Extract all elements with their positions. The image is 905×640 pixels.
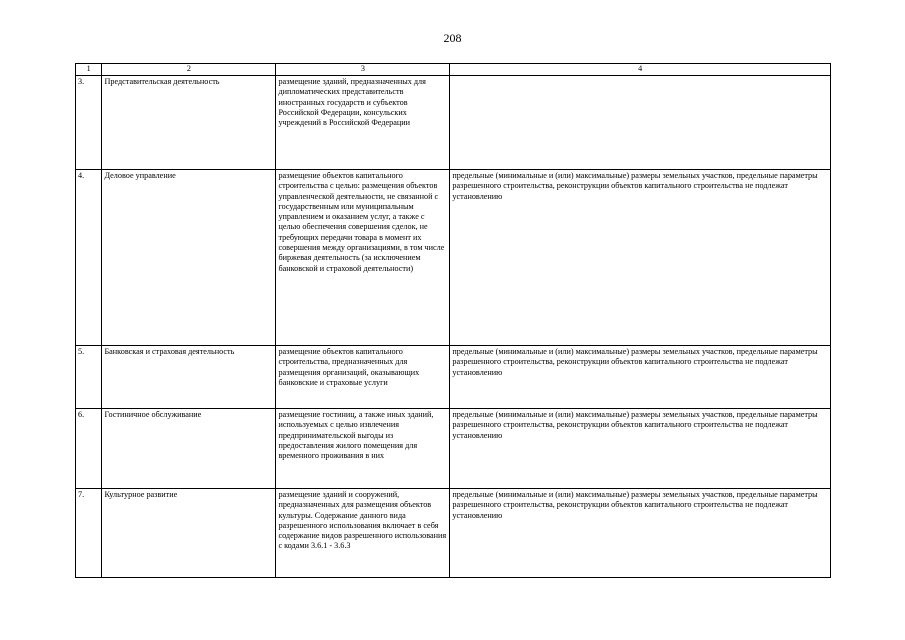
column-header: 4 xyxy=(450,64,831,76)
table-row xyxy=(76,489,831,578)
use-type-name: Представительская деятельность xyxy=(102,76,276,170)
use-type-parameters: предельные (минимальные и (или) максимальные) размеры земельных участков, предельные параметры разрешенного строительства, реконструкции объектов капитального строительства не подлежат установлению xyxy=(450,409,831,489)
column-header: 3 xyxy=(276,64,450,76)
table-row xyxy=(76,409,831,489)
use-type-parameters: предельные (минимальные и (или) максимальные) размеры земельных участков, предельные параметры разрешенного строительства, реконструкции объектов капитального строительства не подлежат установлению xyxy=(450,346,831,409)
use-type-name: Гостиничное обслуживание xyxy=(102,409,276,489)
column-header: 2 xyxy=(102,64,276,76)
use-type-description: размещение зданий, предназначенных для дипломатических представительств иностранных государств и субъектов Российской Федерации, консульских учреждений в Российской Федерации xyxy=(276,76,450,170)
row-number: 4. xyxy=(76,170,102,346)
page-number: 208 xyxy=(443,31,462,45)
row-number: 3. xyxy=(76,76,102,170)
table-row xyxy=(76,170,831,346)
row-number: 6. xyxy=(76,409,102,489)
use-type-description: размещение объектов капитального строительства, предназначенных для размещения организаций, оказывающих банковские и страховые услуги xyxy=(276,346,450,409)
use-type-parameters xyxy=(450,76,831,170)
use-type-name: Культурное развитие xyxy=(102,489,276,578)
use-type-name: Деловое управление xyxy=(102,170,276,346)
use-type-name: Банковская и страховая деятельность xyxy=(102,346,276,409)
column-header: 1 xyxy=(76,64,102,76)
land-use-table xyxy=(75,63,831,578)
table-header-row xyxy=(76,64,831,76)
use-type-description: размещение гостиниц, а также иных зданий, используемых с целью извлечения предпринимательской выгоды из предоставления жилого помещения для временного проживания в них xyxy=(276,409,450,489)
row-number: 5. xyxy=(76,346,102,409)
table-row xyxy=(76,76,831,170)
use-type-description: размещение объектов капитального строительства с целью: размещения объектов управленческой деятельности, не связанной с государственным или муниципальным управлением и оказанием услуг, а также с целью обеспечения совершения сделок, не требующих передачи товара в момент их совершения между организациями, в том числе биржевая деятельность (за исключением банковской и страховой деятельности) xyxy=(276,170,450,346)
use-type-parameters: предельные (минимальные и (или) максимальные) размеры земельных участков, предельные параметры разрешенного строительства, реконструкции объектов капитального строительства не подлежат установлению xyxy=(450,489,831,578)
table-row xyxy=(76,346,831,409)
use-type-description: размещение зданий и сооружений, предназначенных для размещения объектов культуры. Содержание данного вида разрешенного использования включает в себя содержание видов разрешенного использования с кодами 3.6.1 - 3.6.3 xyxy=(276,489,450,578)
row-number: 7. xyxy=(76,489,102,578)
use-type-parameters: предельные (минимальные и (или) максимальные) размеры земельных участков, предельные параметры разрешенного строительства, реконструкции объектов капитального строительства не подлежат установлению xyxy=(450,170,831,346)
